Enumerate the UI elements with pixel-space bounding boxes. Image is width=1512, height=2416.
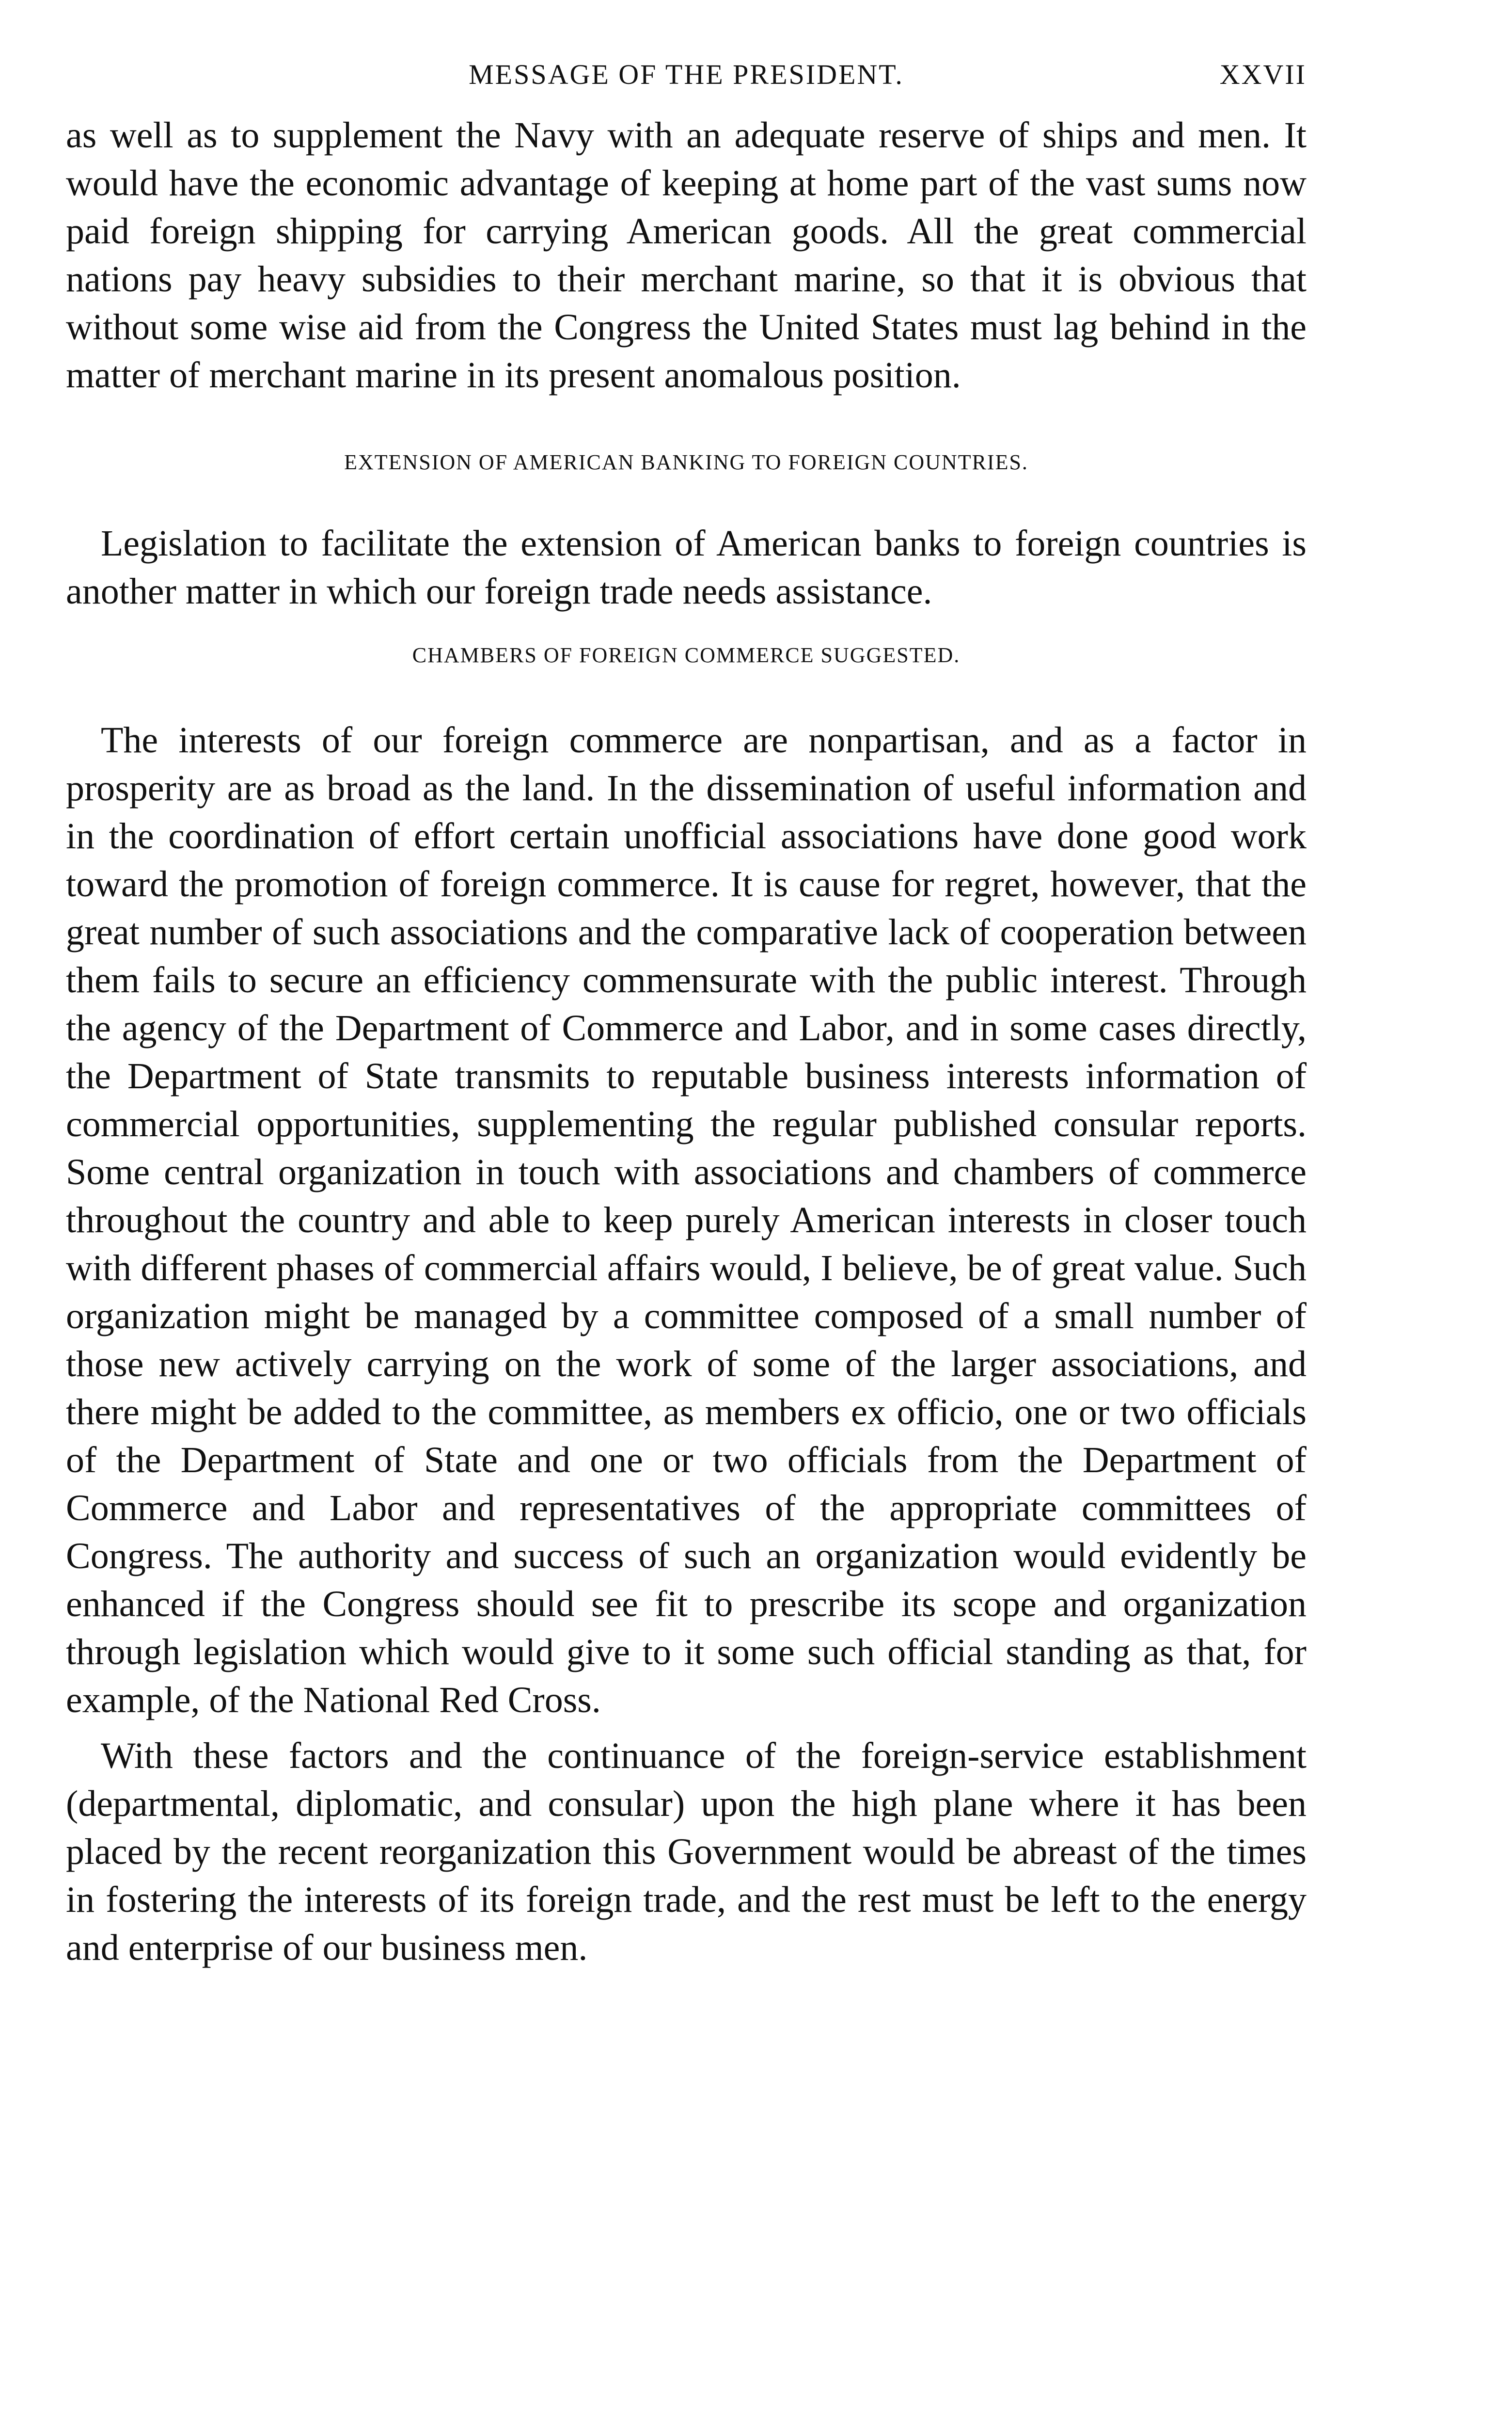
paragraph-foreign-service: With these factors and the continuance of the foreign-service establishment (departmental, diplomatic, and consular) upon the high plane where it has been placed by the recent reorganization this Government would be abreast of the times in fostering the interests of its foreign trade, and the rest must be left to the energy and enterprise of our business men. (66, 1735, 1307, 1968)
paragraph-chambers: The interests of our foreign commerce are nonpartisan, and as a factor in prosperity are as broad as the land. In the dissemination of useful information and in the coordination of effort certain unofficial associations have done good work toward the promotion of foreign commerce. It is cause for regret, however, that the great number of such associations and the comparative lack of cooperation between them fails to secure an efficiency commensurate with the public interest. Through the agency of the Department of Commerce and Labor, and in some cases directly, the Department of State transmits to reputable business interests information of commercial opportunities, supplementing the regular published consular reports. Some central organization in touch with associations and chambers of commerce throughout the country and able to keep purely American interests in closer touch with different phases of commercial affairs would, I believe, be of great value. Such organization might be managed by a committee composed of a small number of those new actively carrying on the work of some of the larger associations, and there might be added to the committee, as members ex officio, one or two officials of the Department of State and one or two officials from the Department of Commerce and Labor and representatives of the appropriate committees of Congress. The authority and success of such an organization would evidently be enhanced if the Congress should see fit to prescribe its scope and organization through legislation which would give to it some such official standing as that, for example, of the National Red Cross. (66, 720, 1307, 1720)
section-heading-banking: EXTENSION OF AMERICAN BANKING TO FOREIGN COUNTRIES. (344, 450, 1028, 474)
paragraph-banking: Legislation to facilitate the extension of American banks to foreign countries is another matter in which our foreign trade needs assistance. (66, 523, 1307, 612)
section-heading-chambers: CHAMBERS OF FOREIGN COMMERCE SUGGESTED. (412, 643, 961, 667)
paragraph-merchant-marine: as well as to supplement the Navy with an adequate reserve of ships and men. It would have the economic advantage of keeping at home part of the vast sums now paid foreign shipping for carrying American goods. All the great commercial nations pay heavy subsidies to their merchant marine, so that it is obvious that without some wise aid from the Congress the United States must lag behind in the matter of merchant marine in its present anomalous position. (66, 115, 1307, 396)
running-header (66, 58, 1307, 111)
running-title: MESSAGE OF THE PRESIDENT. (469, 59, 904, 90)
page-number: XXVII (1219, 59, 1307, 90)
document-page (66, 58, 1307, 1972)
